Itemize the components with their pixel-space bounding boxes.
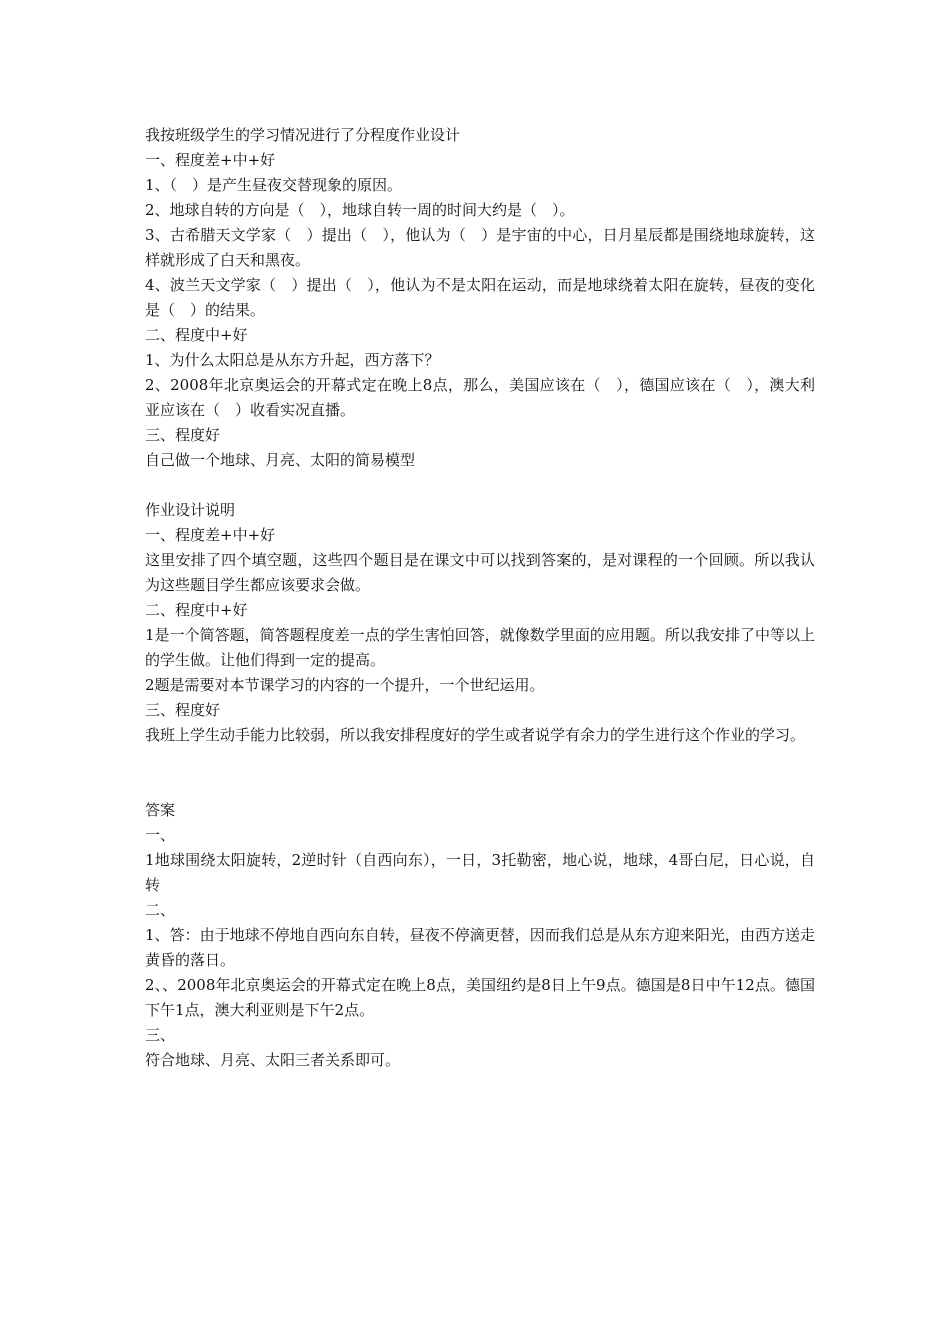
answers-title: 答案 bbox=[145, 801, 176, 819]
answers-section3-title: 三、 bbox=[145, 1026, 176, 1044]
answers-section2-title: 二、 bbox=[145, 901, 176, 919]
answer-paragraph: 2、、2008年北京奥运会的开幕式定在晚上8点，美国纽约是8日上午9点。德国是8日中午12点。德国下午1点，澳大利亚则是下午2点。 bbox=[145, 976, 815, 1019]
homework-question: 2、2008年北京奥运会的开幕式定在晚上8点，那么，美国应该在（ ），德国应该在（ ），澳大利亚应该在（ ）收看实况直播。 bbox=[145, 376, 815, 419]
homework-section1-title: 一、程度差+中+好 bbox=[145, 151, 276, 169]
explanation-paragraph: 2题是需要对本节课学习的内容的一个提升，一个世纪运用。 bbox=[145, 676, 545, 694]
homework-section2-title: 二、程度中+好 bbox=[145, 326, 248, 344]
homework-intro: 我按班级学生的学习情况进行了分程度作业设计 bbox=[145, 126, 461, 144]
homework-question: 1、为什么太阳总是从东方升起，西方落下？ bbox=[145, 351, 440, 369]
answer-paragraph: 1地球围绕太阳旋转，2逆时针（自西向东），一日，3托勒密，地心说，地球，4哥白尼，日心说，自转 bbox=[145, 851, 815, 894]
spacer bbox=[145, 473, 815, 498]
answer-paragraph: 1、答：由于地球不停地自西向东自转，昼夜不停滴更替，因而我们总是从东方迎来阳光，由西方送走黄昏的落日。 bbox=[145, 926, 815, 969]
homework-question: 1、（ ）是产生昼夜交替现象的原因。 bbox=[145, 176, 403, 194]
homework-question: 3、古希腊天文学家（ ）提出（ ），他认为（ ）是宇宙的中心，日月星辰都是围绕地球旋转，这样就形成了白天和黑夜。 bbox=[145, 226, 815, 269]
explanation-section3-title: 三、程度好 bbox=[145, 701, 221, 719]
spacer bbox=[145, 748, 815, 798]
explanation-paragraph: 1是一个简答题，简答题程度差一点的学生害怕回答，就像数学里面的应用题。所以我安排了中等以上的学生做。让他们得到一定的提高。 bbox=[145, 626, 815, 669]
answers-section1-title: 一、 bbox=[145, 826, 176, 844]
homework-task: 自己做一个地球、月亮、太阳的简易模型 bbox=[145, 451, 416, 469]
document-body bbox=[145, 123, 815, 1073]
homework-question: 4、波兰天文学家（ ）提出（ ），他认为不是太阳在运动，而是地球绕着太阳在旋转，昼夜的变化是（ ）的结果。 bbox=[145, 276, 815, 319]
explanation-title: 作业设计说明 bbox=[145, 501, 236, 519]
explanation-paragraph: 我班上学生动手能力比较弱，所以我安排程度好的学生或者说学有余力的学生进行这个作业的学习。 bbox=[145, 726, 806, 744]
explanation-section2-title: 二、程度中+好 bbox=[145, 601, 248, 619]
explanation-paragraph: 这里安排了四个填空题，这些四个题目是在课文中可以找到答案的，是对课程的一个回顾。所以我认为这些题目学生都应该要求会做。 bbox=[145, 551, 815, 594]
explanation-section1-title: 一、程度差+中+好 bbox=[145, 526, 276, 544]
answer-paragraph: 符合地球、月亮、太阳三者关系即可。 bbox=[145, 1051, 401, 1069]
homework-section3-title: 三、程度好 bbox=[145, 426, 221, 444]
homework-question: 2、地球自转的方向是（ ），地球自转一周的时间大约是（ ）。 bbox=[145, 201, 575, 219]
